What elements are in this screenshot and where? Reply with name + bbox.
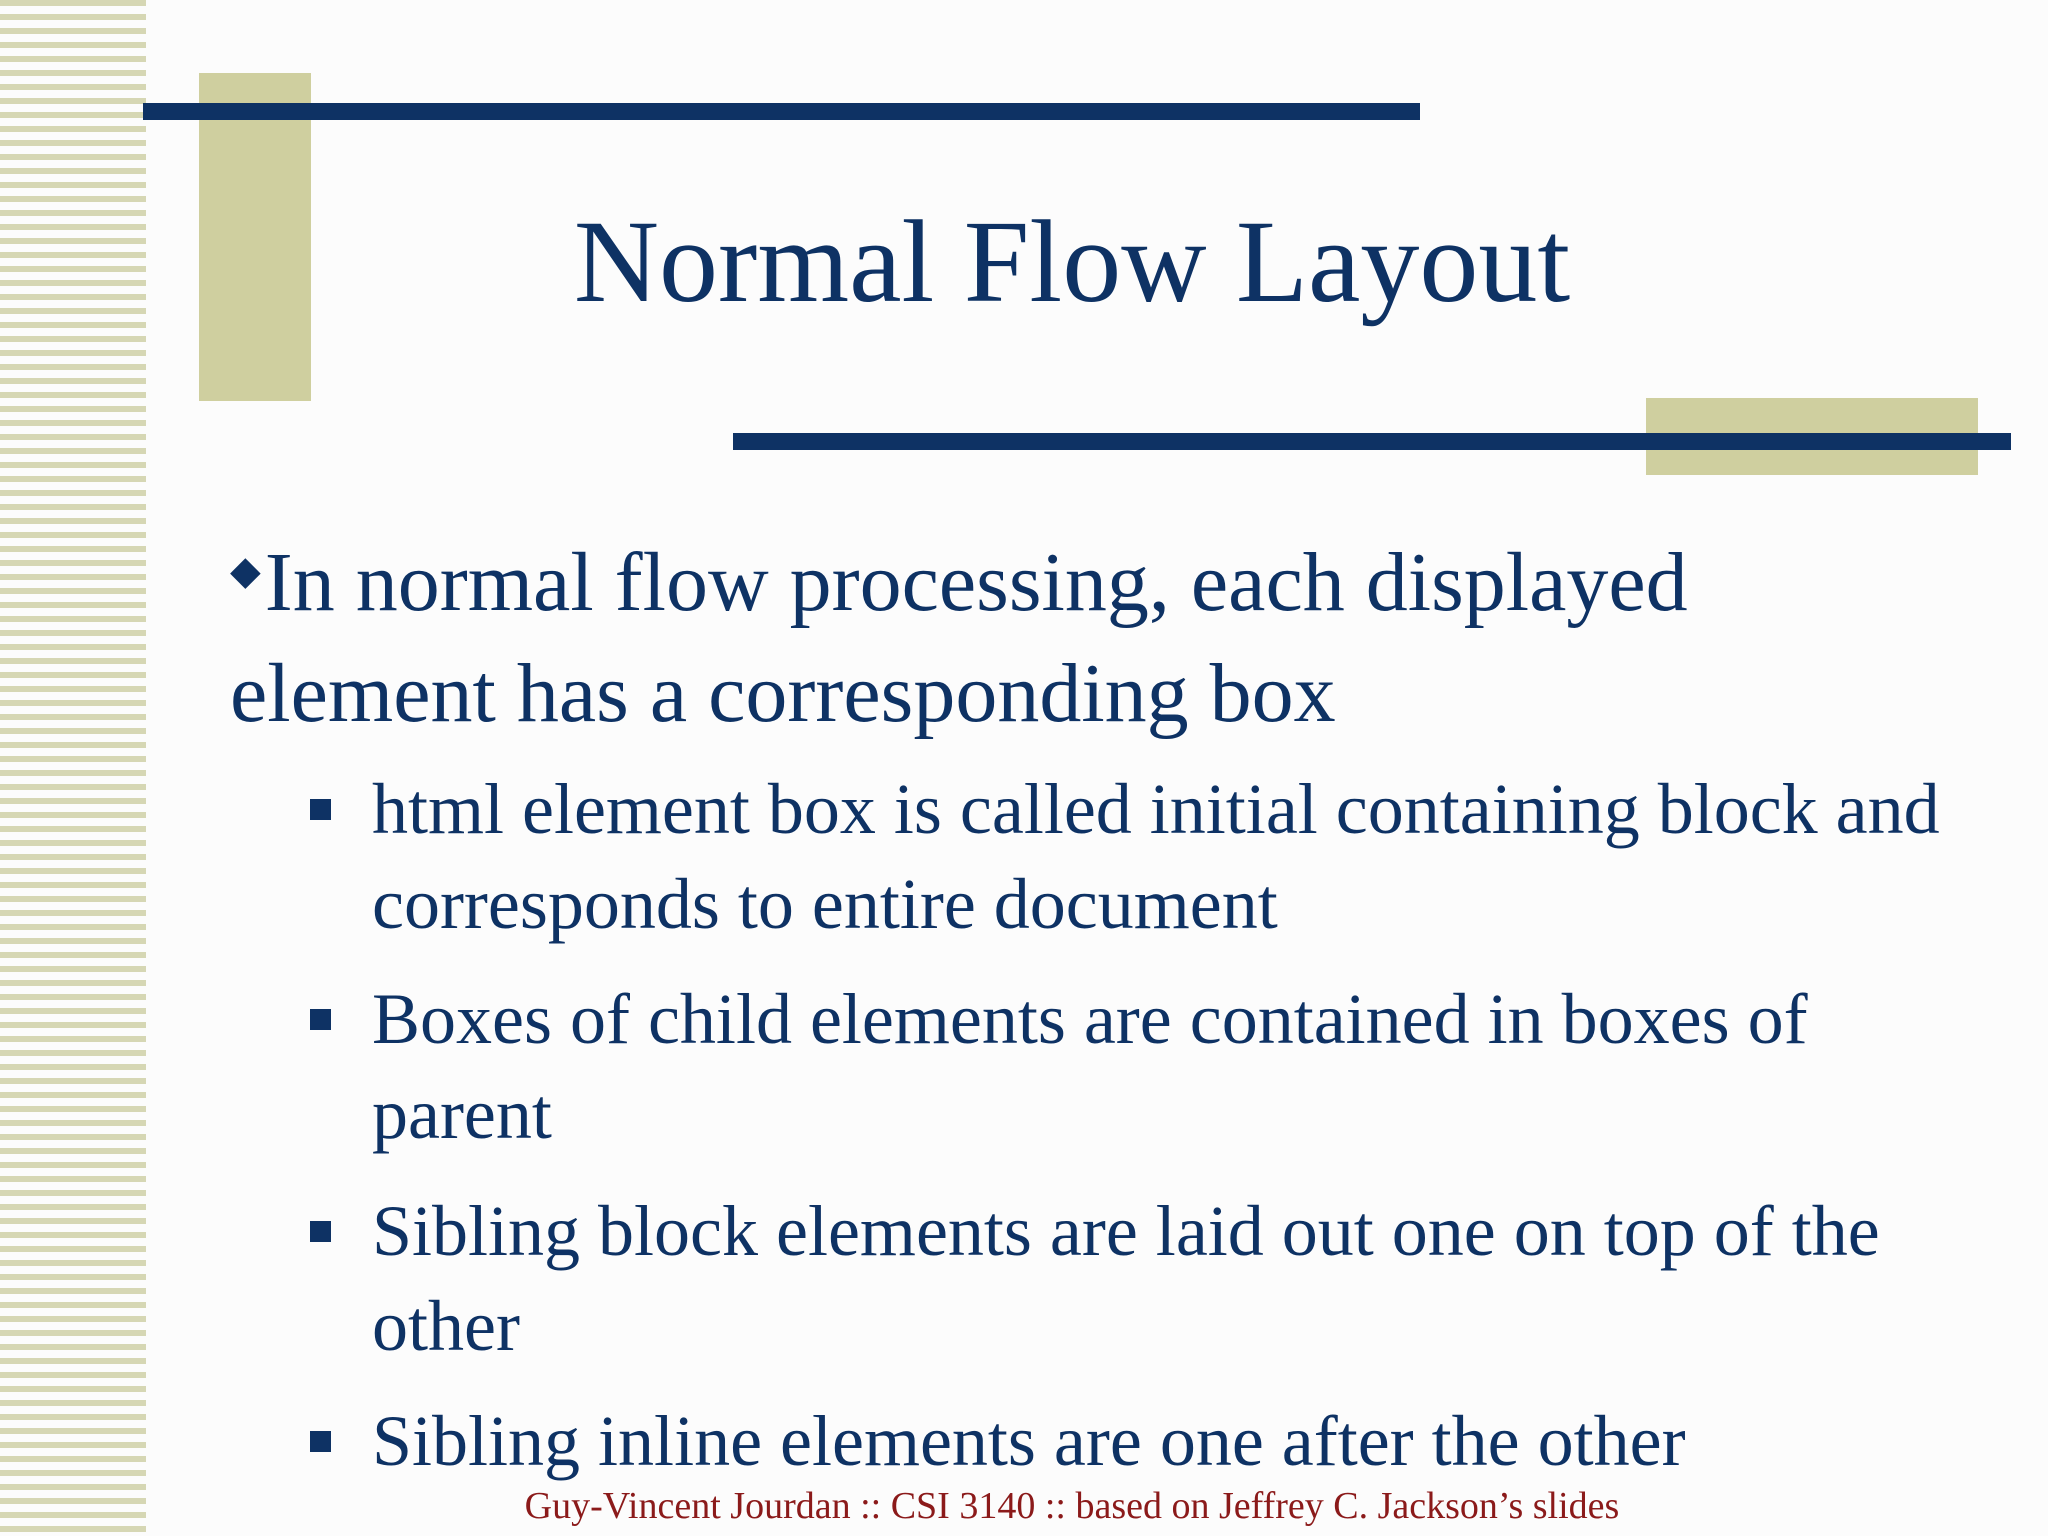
sub-bullet-text: Sibling block elements are laid out one on top of the other bbox=[372, 1191, 1880, 1366]
navy-rule-under-title bbox=[733, 433, 2011, 450]
slide-footer: Guy-Vincent Jourdan :: CSI 3140 :: based on Jeffrey C. Jackson’s slides bbox=[524, 1485, 1620, 1527]
square-bullet-icon bbox=[310, 1221, 331, 1242]
slide-title: Normal Flow Layout bbox=[573, 196, 1571, 327]
sub-bullet-text: Sibling inline elements are one after the other bbox=[372, 1401, 1686, 1481]
square-bullet-icon bbox=[310, 1431, 331, 1452]
sub-bullet-text: html element box is called initial containing block and corresponds to entire document bbox=[372, 769, 1940, 944]
sub-bullet-text: Boxes of child elements are contained in boxes of parent bbox=[372, 979, 1808, 1154]
diamond-bullet-icon: ◆ bbox=[230, 548, 261, 593]
square-bullet-icon bbox=[310, 1009, 331, 1030]
sub-bullet-item bbox=[310, 1184, 1970, 1374]
square-bullet-icon bbox=[310, 799, 331, 820]
main-bullet-text: In normal flow processing, each displayed element has a corresponding box bbox=[230, 536, 1688, 740]
sub-bullet-item bbox=[310, 972, 1970, 1162]
main-bullet bbox=[230, 515, 1970, 749]
sub-bullet-item bbox=[310, 762, 1970, 952]
sub-bullet-item bbox=[310, 1394, 1970, 1489]
navy-rule-top bbox=[143, 103, 1420, 120]
